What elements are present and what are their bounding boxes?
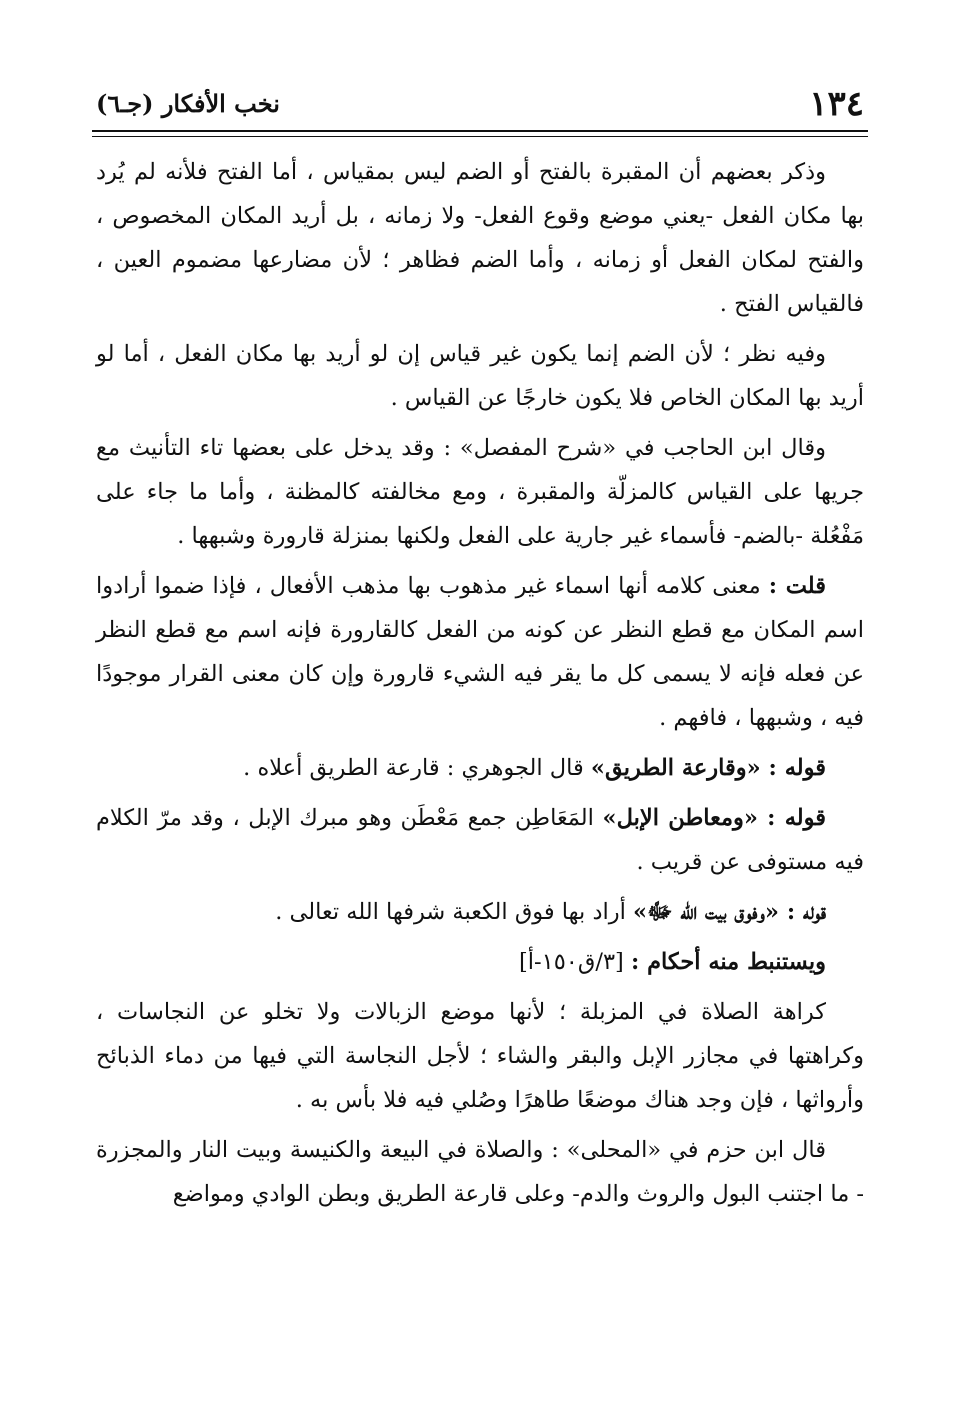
book-title: نخب الأفكار (جـ٦) (96, 89, 280, 118)
page-header (96, 84, 864, 124)
paragraph-text: وفيه نظر ؛ لأن الضم إنما يكون غير قياس إن لو أريد بها مكان الفعل ، أما لو أريد بها المكان الخاص فلا يكون خارجًا عن القياس . (96, 341, 864, 411)
paragraph (96, 1128, 864, 1216)
paragraph (96, 564, 864, 740)
paragraph (96, 150, 864, 326)
page-body (96, 150, 864, 1222)
header-rule-thin (92, 136, 868, 137)
paragraph-text: قال ابن حزم في «المحلى» : والصلاة في البيعة والكنيسة وبيت النار والمجزرة - ما اجتنب البول والروث والدم- وعلى قارعة الطريق وبطن الوادي ومواضع (96, 1137, 864, 1207)
paragraph (96, 332, 864, 420)
paragraph-text: وذكر بعضهم أن المقبرة بالفتح أو الضم ليس بمقياس ، أما الفتح فلأنه لم يُرد بها مكان الفعل -يعني موضع وقوع الفعل- ولا زمانه ، بل أريد المكان المخصوص ، والفتح لمكان الفعل أو زمانه ، وأما الضم فظاهر ؛ لأن مضارعها مضموم العين ، فالقياس الفتح . (96, 159, 864, 317)
paragraph-label: قوله : «وقارعة الطريق» (590, 755, 826, 781)
paragraph (96, 940, 864, 984)
paragraph (96, 990, 864, 1122)
paragraph-text: معنى كلامه أنها اسماء غير مذهوب بها مذهب الأفعال ، فإذا ضموا أرادوا اسم المكان مع قطع النظر عن كونه من الفعل كالقارورة فإنه اسم مع قطع النظر عن فعله فإنه لا يسمى كل ما يقر فيه الشيء قارورة وإن كان معنى القرار موجودًا فيه ، وشبهها ، فافهم . (96, 573, 864, 731)
header-rule (92, 130, 868, 132)
paragraph-label: قوله : «ومعاطن الإبل» (602, 805, 827, 831)
paragraph (96, 426, 864, 558)
paragraph (96, 796, 864, 884)
paragraph-text: كراهة الصلاة في المزبلة ؛ لأنها موضع الزبالات ولا تخلو عن النجاسات ، وكراهتها في مجازر الإبل والبقر والشاء ؛ لأجل النجاسة التي فيها من دماء الذبائح وأرواثها ، فإن وجد هناك موضعًا طاهرًا وصُلي فيه فلا بأس به . (96, 999, 864, 1113)
paragraph-label: قوله : «وفوق بيت الله ﷻ» (633, 899, 826, 925)
paragraph (96, 746, 864, 790)
paragraph-text: قال الجوهري : قارعة الطريق أعلاه . (243, 755, 584, 781)
paragraph-label: ويستنبط منه أحكام : (630, 949, 826, 975)
manuscript-reference: [٣/ق١٥٠-أ] (519, 949, 624, 975)
page-number: ١٣٤ (809, 84, 864, 124)
paragraph-text: أراد بها فوق الكعبة شرفها الله تعالى . (275, 899, 626, 925)
paragraph-text: المَعَاطِن جمع مَعْطَن وهو مبرك الإبل ، وقد مرّ الكلام فيه مستوفى عن قريب . (96, 805, 864, 875)
paragraph-text: وقال ابن الحاجب في «شرح المفصل» : وقد يدخل على بعضها تاء التأنيث مع جريها على القياس كالمزلّة والمقبرة ، ومع مخالفته كالمظنة ، وأما ما جاء على مَفْعُلة -بالضم- فأسماء غير جارية على الفعل ولكنها بمنزلة قارورة وشبهها . (96, 435, 864, 549)
paragraph-label: قلت : (768, 573, 826, 599)
paragraph (96, 890, 864, 934)
